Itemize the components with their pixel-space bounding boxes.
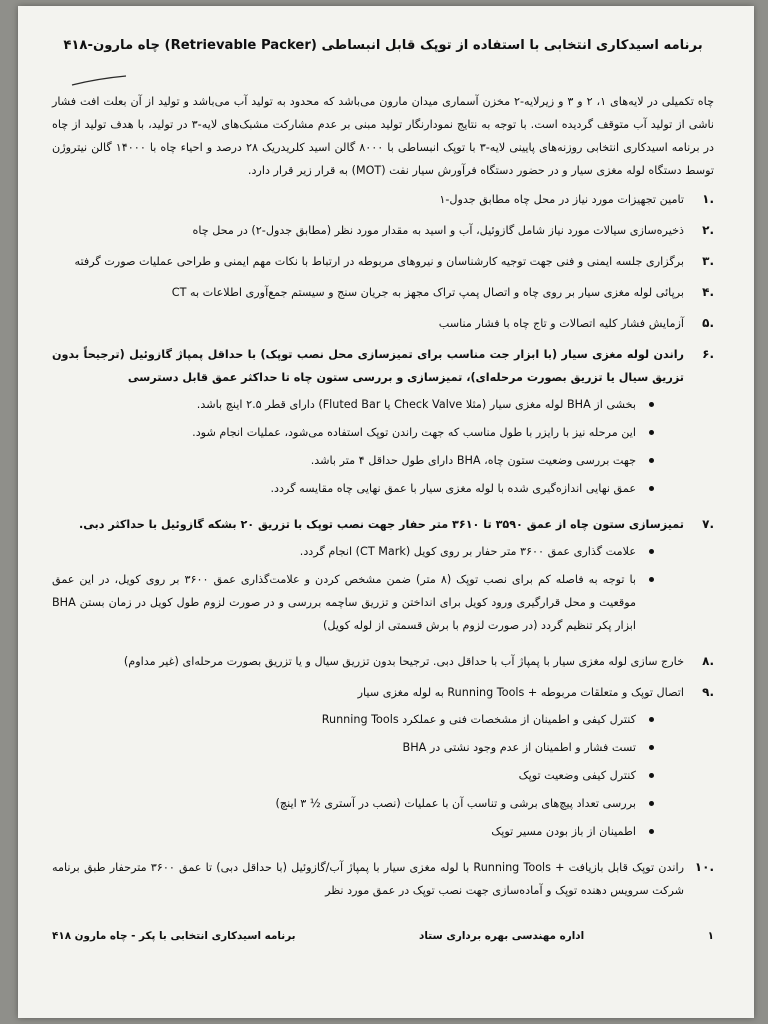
bullet-item: اطمینان از باز بودن مسیر توپک xyxy=(52,820,658,843)
bullet-item: با توجه به فاصله کم برای نصب توپک (۸ متر) ضمن مشخص کردن و علامت‌گذاری عمق ۳۶۰۰ بر روی کویل، در این عمق موقعیت و محل قرارگیری ورود کویل برای انداختن و تزریق ساچمه بررسی و در صورت لزوم طول کویل در زمان بستن BHA ابزار پکر تنظیم گردد (در صورت لزوم با برش قسمتی از لوله کویل) xyxy=(52,568,658,637)
step-bullet-list xyxy=(52,708,684,843)
step-number: .۶ xyxy=(702,347,714,361)
footer-page-number: ۱ xyxy=(707,930,714,942)
page-footer xyxy=(52,930,714,942)
step-number: .۲ xyxy=(702,223,714,237)
bullet-item: بخشی از BHA لوله مغزی سیار (مثلا Check Valve یا Fluted Bar) دارای قطر ۲.۵ اینچ باشد. xyxy=(52,393,658,416)
step-number: .۱۰ xyxy=(694,860,714,874)
procedure-step xyxy=(52,856,714,902)
bullet-item: علامت گذاری عمق ۳۶۰۰ متر حفار بر روی کویل (CT Mark) انجام گردد. xyxy=(52,540,658,563)
bullet-item: کنترل کیفی وضعیت توپک xyxy=(52,764,658,787)
step-bullet-list xyxy=(52,393,684,500)
procedure-step xyxy=(52,188,714,211)
bullet-item: کنترل کیفی و اطمینان از مشخصات فنی و عملکرد Running Tools xyxy=(52,708,658,731)
step-number: .۴ xyxy=(702,285,714,299)
document-title: برنامه اسیدکاری انتخابی با استفاده از توپک قابل انبساطی (Retrievable Packer) چاه مارون-۴۱۸ xyxy=(63,38,703,53)
step-body xyxy=(52,281,684,304)
bullet-item: تست فشار و اطمینان از عدم وجود نشتی در BHA xyxy=(52,736,658,759)
intro-paragraph: چاه تکمیلی در لایه‌های ۱، ۲ و ۳ و زیرلایه-۲ مخزن آسماری میدان مارون می‌باشد که محدود به تولید آب می‌باشد و تولید از آن بعلت افت فشار ناشی از تولید آب متوقف گردیده است. با توجه به نتایج نمودارنگار تولید مبنی بر عدم مشارکت مشبک‌های لایه-۳ در تولید، با هدف تولید از چاه در برنامه اسیدکاری انتخابی روزنه‌های پایینی لایه-۳ با توپک انبساطی با ۸۰۰۰ گالن اسید کلریدریک ۲۸ درصد و احیاء چاه با ۱۴۰۰۰ گالن نیتروژن توسط دستگاه لوله مغزی سیار و در حضور دستگاه فرآورش سیار نفت (MOT) به قرار زیر قرار دارد. xyxy=(52,95,714,177)
step-body xyxy=(52,343,684,505)
step-text: برپائی لوله مغزی سیار بر روی چاه و اتصال پمپ تراک مجهز به جریان سنج و سیستم جمع‌آوری اطلاعات به CT xyxy=(171,286,684,299)
step-number: .۸ xyxy=(702,654,714,668)
step-text: خارج سازی لوله مغزی سیار با پمپاژ آب با حداقل دبی. ترجیحا بدون تزریق سیال و یا تزریق بصورت مرحله‌ای (غیر مداوم) xyxy=(123,655,684,668)
bullet-item: این مرحله نیز با رایزر با طول مناسب که جهت راندن توپک استفاده می‌شود، عملیات انجام شود. xyxy=(52,421,658,444)
step-text: راندن لوله مغزی سیار (با ابزار جت مناسب برای تمیزسازی محل نصب توپک) با حداقل پمپاژ گازوئیل (ترجیحاً بدون تزریق سیال یا تزریق بصورت مرحله‌ای)، تمیزسازی و بررسی ستون چاه تا حداکثر عمق قابل دسترسی xyxy=(52,348,684,384)
step-number: .۳ xyxy=(702,254,714,268)
step-bullet-list xyxy=(52,540,684,637)
step-text: تمیزسازی ستون چاه از عمق ۳۵۹۰ تا ۳۶۱۰ متر حفار جهت نصب توپک با تزریق ۲۰ بشکه گازوئیل با حداکثر دبی. xyxy=(78,518,684,531)
footer-department: اداره مهندسی بهره برداری ستاد xyxy=(419,930,585,942)
step-body xyxy=(52,188,684,211)
step-number: .۹ xyxy=(702,685,714,699)
step-number: .۵ xyxy=(702,316,714,330)
step-body xyxy=(52,681,684,848)
step-text: برگزاری جلسه ایمنی و فنی جهت توجیه کارشناسان و نیروهای مربوطه در ارتباط با نکات مهم ایمنی و طراحی عملیات صورت گرفته xyxy=(74,255,684,268)
step-body xyxy=(52,513,684,642)
step-body xyxy=(52,250,684,273)
step-number: .۷ xyxy=(702,517,714,531)
document-body xyxy=(52,36,714,910)
procedure-step xyxy=(52,312,714,335)
procedure-step xyxy=(52,650,714,673)
procedure-step xyxy=(52,219,714,242)
step-text: تامین تجهیزات مورد نیاز در محل چاه مطابق جدول-۱ xyxy=(439,193,684,206)
step-text: اتصال توپک و متعلقات مربوطه + Running Tools به لوله مغزی سیار xyxy=(357,686,684,699)
procedure-step xyxy=(52,513,714,642)
step-text: راندن توپک قابل بازیافت + Running Tools با لوله مغزی سیار با پمپاژ آب/گازوئیل (با حداقل دبی) تا عمق ۳۶۰۰ مترحفار طبق برنامه شرکت سرویس دهنده توپک و آماده‌سازی جهت نصب توپک در عمق مورد نظر xyxy=(52,861,684,897)
step-text: ذخیره‌سازی سیالات مورد نیاز شامل گازوئیل، آب و اسید به مقدار مورد نظر (مطابق جدول-۲) در محل چاه xyxy=(192,224,684,237)
footer-document-name: برنامه اسیدکاری انتخابی با پکر - چاه مارون ۴۱۸ xyxy=(52,930,296,942)
bullet-item: عمق نهایی اندازه‌گیری شده با لوله مغزی سیار با عمق نهایی چاه مقایسه گردد. xyxy=(52,477,658,500)
procedure-steps xyxy=(52,188,714,902)
step-number: .۱ xyxy=(702,192,714,206)
procedure-step xyxy=(52,281,714,304)
step-body xyxy=(52,312,684,335)
step-body xyxy=(52,856,684,902)
bullet-item: جهت بررسی وضعیت ستون چاه، BHA دارای طول حداقل ۴ متر باشد. xyxy=(52,449,658,472)
procedure-step xyxy=(52,343,714,505)
document-page xyxy=(18,6,754,1018)
procedure-step xyxy=(52,250,714,273)
step-text: آزمایش فشار کلیه اتصالات و تاج چاه با فشار مناسب xyxy=(438,317,684,330)
step-body xyxy=(52,650,684,673)
bullet-item: بررسی تعداد پیچ‌های برشی و تناسب آن با عملیات (نصب در آستری ½ ۳ اینچ) xyxy=(52,792,658,815)
step-body xyxy=(52,219,684,242)
procedure-step xyxy=(52,681,714,848)
